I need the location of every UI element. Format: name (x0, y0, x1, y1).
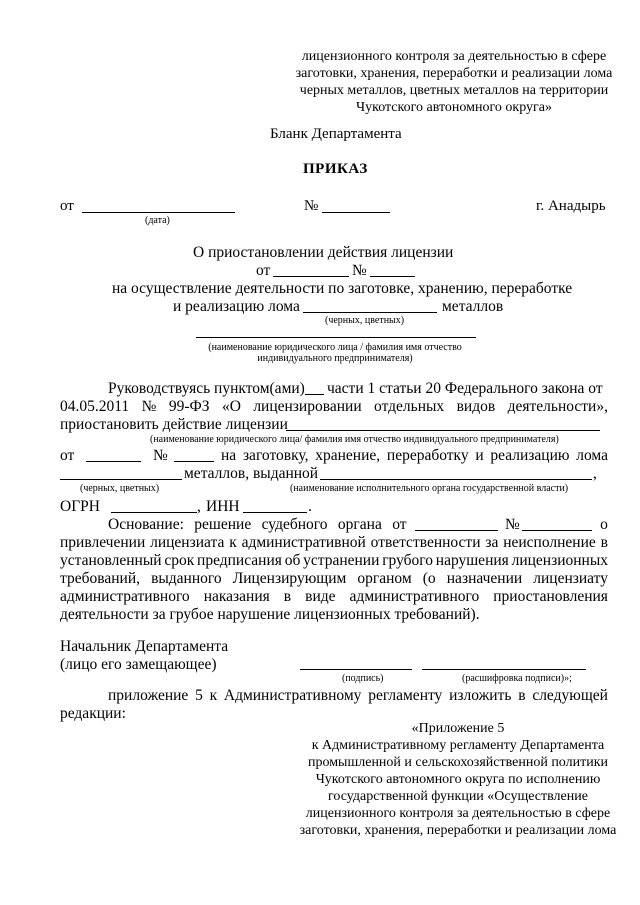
appendix-intro-l2: редакции: (60, 705, 126, 722)
header-line: лицензионного контроля за деятельностью в сфере (301, 49, 607, 64)
ogrn-comma: , (197, 498, 201, 515)
caption-decode: (расшифровка подписи)»; (462, 673, 572, 684)
body-p2-l2 (60, 534, 608, 552)
word: к (229, 534, 237, 551)
word: наказания (203, 588, 270, 605)
ogrn-label: ОГРН (60, 498, 100, 515)
subject-from: от (256, 262, 271, 279)
word: видов (456, 398, 496, 415)
body-p2-l1 (108, 516, 608, 534)
word: органа (337, 516, 382, 533)
body-point-line (305, 394, 324, 395)
caption-sign: (подпись) (342, 673, 384, 684)
word: приостановления (493, 588, 608, 605)
ogrn-line (111, 512, 197, 513)
word: регламенту (368, 687, 443, 704)
word: приложение (108, 687, 189, 704)
caption-name (170, 342, 500, 364)
word: решение (194, 516, 252, 533)
date-field-line (82, 212, 235, 213)
word: устранении (303, 552, 380, 569)
word: выданного (151, 570, 222, 587)
word: деятельности», (507, 398, 608, 415)
word: «О (221, 398, 241, 415)
number-prefix: № (304, 198, 319, 214)
appendix-line: к Административному регламенту Департамента (311, 738, 605, 753)
word: грубого (382, 552, 433, 569)
word: в (600, 534, 608, 551)
word: назначении (446, 570, 523, 587)
body-p1-l1-a: Руководствуясь пунктом(ами) (108, 380, 305, 397)
header-line: заготовки, хранения, переработки и реализации лома (295, 66, 613, 81)
appendix-intro-l1 (108, 687, 608, 705)
body-p1-l5-comma: , (593, 465, 597, 482)
word: за (485, 534, 499, 551)
caption-name-2: индивидуального предпринимателя) (257, 353, 413, 364)
word: в (283, 588, 292, 605)
word: судебного (261, 516, 328, 533)
word: административного (60, 588, 190, 605)
word: установленный (60, 552, 162, 569)
signature-role-1: Начальник Департамента (60, 638, 229, 655)
appendix-line: государственной функции «Осуществление (328, 789, 588, 804)
subject-line-4a: и реализацию лома (173, 298, 300, 315)
subject-num: № (352, 262, 367, 279)
decision-date-line (415, 530, 498, 531)
header-line: Чукотского автономного округа» (356, 100, 552, 115)
body-p1-l3: приостановить действие лицензии (60, 416, 288, 433)
caption-metals-2: (черных, цветных) (80, 483, 160, 494)
number-field-line (322, 212, 390, 213)
body-licensee-line (286, 430, 600, 431)
word: лицензионных (511, 552, 608, 569)
appendix-block (296, 720, 620, 839)
word: лицензировании (253, 398, 362, 415)
body-p1-l4-rest: на заготовку, хранение, переработку и реализацию лома (221, 447, 608, 464)
word: (о (422, 570, 436, 587)
city-label: г. Анадырь (536, 198, 606, 214)
subject-name-line (196, 337, 476, 338)
blank-label: Бланк Департамента (270, 126, 402, 142)
date-prefix: от (60, 198, 74, 214)
word: органом (357, 570, 412, 587)
word: нарушения (435, 552, 509, 569)
word: срок (164, 552, 195, 569)
caption-name-1: (наименование юридического лица / фамилия имя отчество (208, 342, 462, 353)
word: о (600, 516, 608, 533)
body-p1-l5-a: металлов, выданной (184, 465, 319, 482)
subject-line-1: О приостановлении действия лицензии (193, 244, 454, 261)
appendix-line: промышленной и сельскохозяйственной политики (307, 755, 609, 770)
word: изложить (449, 687, 512, 704)
body-p2-l4 (60, 570, 608, 588)
word: от (392, 516, 407, 533)
word: об (284, 552, 301, 569)
signature-line (300, 669, 412, 670)
word: 99-ФЗ (168, 398, 210, 415)
word: № (504, 516, 520, 533)
body-p1-l4-num: № (153, 447, 168, 464)
word: 5 (195, 687, 203, 704)
body-metals-line (60, 479, 182, 480)
caption-org: (наименование исполнительного органа государственной власти) (290, 483, 569, 494)
word: лицензиату (533, 570, 608, 587)
word: требований, (60, 570, 140, 587)
word: отдельных (374, 398, 445, 415)
word: 04.05.2011 (60, 398, 130, 415)
document-title: ПРИКАЗ (303, 161, 368, 177)
inn-line (243, 512, 307, 513)
word: неисполнение (503, 534, 596, 551)
signature-decode-line (422, 669, 586, 670)
body-p1-l2 (60, 398, 608, 416)
word: административного (349, 588, 480, 605)
word: привлечении (60, 534, 146, 551)
body-date-line (86, 461, 141, 462)
word: № (141, 398, 157, 415)
subject-line-3: на осуществление деятельности по заготовке, хранению, переработке (112, 280, 573, 297)
body-p2-l6: деятельности за грубое нарушение лицензионных требований). (60, 606, 480, 623)
inn-dot: . (308, 498, 312, 515)
word: Административному (223, 687, 362, 704)
word: лицензиата (150, 534, 225, 551)
body-p2-l5 (60, 588, 608, 606)
inn-label: ИНН (206, 498, 240, 515)
appendix-line: заготовки, хранения, переработки и реализации лома (299, 823, 617, 838)
word: предписания (197, 552, 282, 569)
header-block (290, 48, 618, 116)
caption-licensee: (наименование юридического лица/ фамилия имя отчество индивидуального предпринимателя) (150, 434, 559, 445)
body-org-line (320, 479, 592, 480)
word: Основание: (108, 516, 184, 533)
date-caption: (дата) (145, 215, 170, 226)
body-p1-l4-from: от (60, 447, 75, 464)
word: в (518, 687, 526, 704)
body-p2-l3 (60, 552, 608, 570)
word: следующей (532, 687, 608, 704)
caption-metals: (черных, цветных) (325, 315, 405, 326)
appendix-line: «Приложение 5 (411, 721, 505, 736)
subject-line-4b: металлов (442, 298, 504, 315)
subject-number-line (370, 276, 415, 277)
word: виде (305, 588, 336, 605)
body-p1-l1-b: части 1 статьи 20 Федерального закона от (327, 380, 603, 397)
subject-date-line (273, 276, 349, 277)
word: административной (241, 534, 366, 551)
word: к (209, 687, 218, 704)
subject-metal-line (303, 312, 437, 313)
appendix-line: лицензионного контроля за деятельностью в сфере (305, 806, 611, 821)
signature-role-2: (лицо его замещающее) (60, 656, 217, 673)
appendix-line: Чукотского автономного округа по исполнению (315, 772, 601, 787)
body-number-line (174, 461, 214, 462)
header-line: черных металлов, цветных металлов на территории (299, 83, 609, 98)
decision-number-line (522, 530, 592, 531)
word: Лицензирующим (232, 570, 347, 587)
word: ответственности (370, 534, 481, 551)
